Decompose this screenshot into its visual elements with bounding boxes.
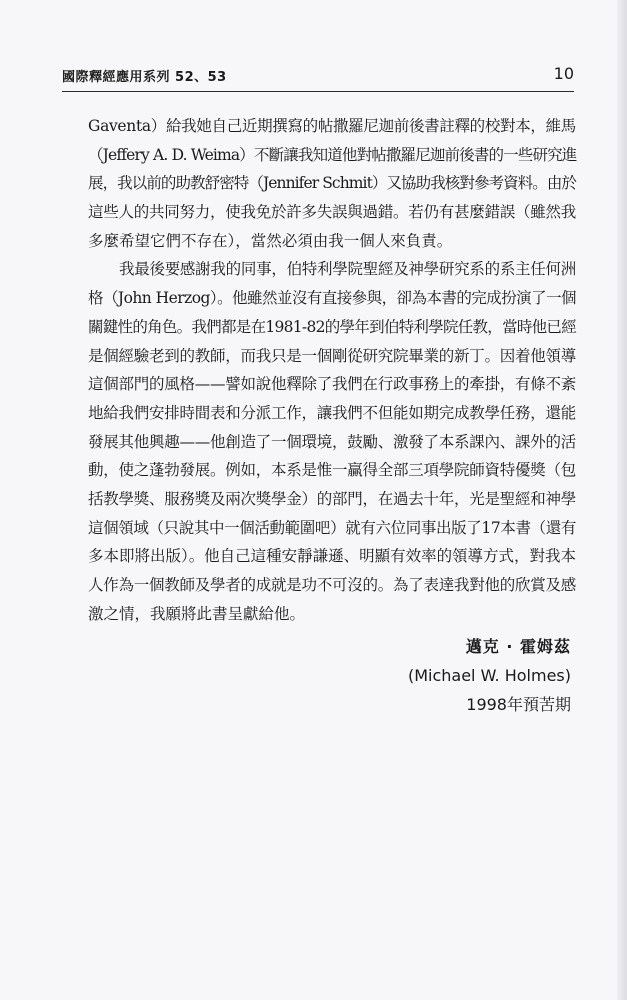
text-line: 人作為一個教師及學者的成就是功不可沒的。為了表達我對他的欣賞及感 [88, 576, 577, 594]
author-name-english: (Michael W. Holmes) [407, 666, 571, 685]
text-line: （Jeffery A. D. Weima）不斷讓我知道他對帖撒羅尼迦前後書的一些研究進 [88, 145, 577, 164]
text-line: 關鍵性的角色。我們都是在1981-82的學年到伯特利學院任教，當時他已經 [88, 317, 576, 336]
text-line: 激之情，我願將此書呈獻給他。 [88, 604, 306, 623]
series-title: 國際釋經應用系列 52、53 [62, 70, 227, 85]
signature-date: 1998年預苦期 [466, 695, 571, 714]
text-line: 多本即將出版）。他自己這種安靜謙遜、明顯有效率的領導方式，對我本 [88, 547, 576, 566]
author-name-chinese: 邁克 · 霍姆茲 [465, 637, 571, 656]
text-line: 多麼希望它們不存在），當然必須由我一個人來負責。 [88, 231, 453, 250]
body-text [88, 112, 576, 628]
text-line: 這個部門的風格——譬如說他釋除了我們在行政事務上的牽掛，有條不紊 [88, 375, 577, 394]
text-line: 地給我們安排時間表和分派工作，讓我們不但能如期完成教學任務，還能 [88, 403, 577, 422]
text-line: Gaventa）給我她自己近期撰寫的帖撒羅尼迦前後書註釋的校對本，維馬 [88, 117, 576, 135]
running-header [62, 64, 574, 86]
header-divider [62, 91, 574, 92]
text-line: 這個領域（只說其中一個活動範圍吧）就有六位同事出版了17本書（還有 [88, 518, 576, 537]
paragraph-start-line: 我最後要感謝我的同事，伯特利學院聖經及神學研究系的系主任何洲 [119, 260, 576, 279]
text-line: 發展其他興趣——他創造了一個環境，鼓勵、激發了本系課內、課外的活 [88, 432, 577, 451]
page-edge [617, 0, 627, 1000]
page-number: 10 [553, 64, 574, 83]
text-line: 展，我以前的助教舒密特（Jennifer Schmit）又協助我核對參考資料。由於 [88, 174, 577, 193]
signature-block [408, 632, 571, 719]
text-line: 動，使之蓬勃發展。例如，本系是惟一贏得全部三項學院師資特優獎（包 [88, 461, 577, 480]
text-line: 格（John Herzog）。他雖然並沒有直接參與，卻為本書的完成扮演了一個 [88, 289, 576, 308]
text-line: 這些人的共同努力，使我免於許多失誤與過錯。若仍有甚麼錯誤（雖然我 [88, 203, 577, 222]
text-line: 是個經驗老到的教師，而我只是一個剛從研究院畢業的新丁。因着他領導 [88, 346, 577, 365]
text-line: 括教學獎、服務獎及兩次獎學金）的部門，在過去十年，光是聖經和神學 [88, 489, 577, 508]
